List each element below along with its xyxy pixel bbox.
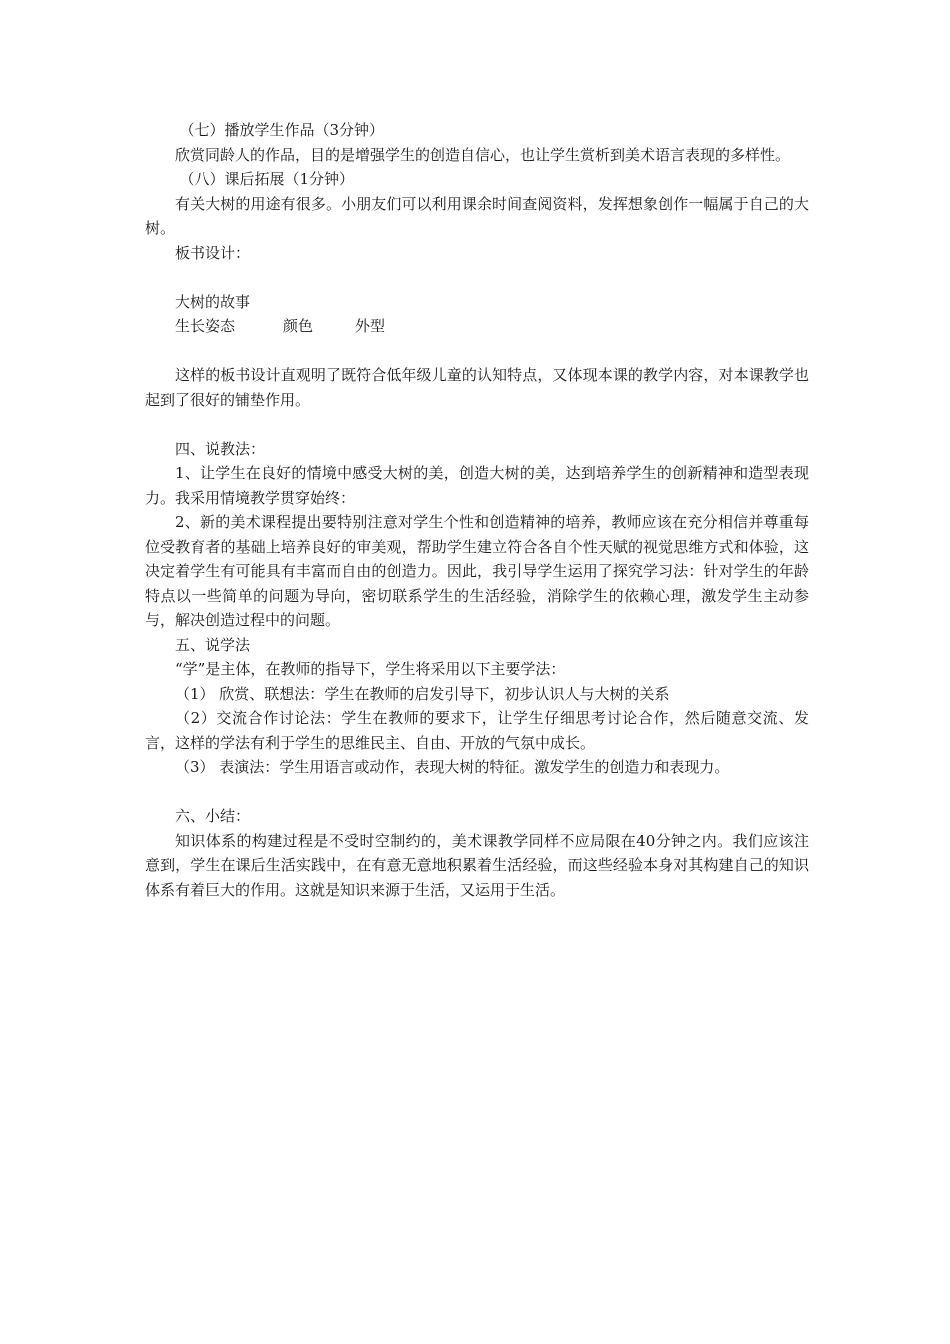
board-label: 板书设计： <box>175 243 251 262</box>
board-item-shape: 外型 <box>355 317 386 335</box>
board-items <box>145 314 809 339</box>
learning-method-item1: （1） 欣赏、联想法：学生在教师的启发引导下，初步认识人与大树的关系 <box>175 684 670 703</box>
section8-heading: （八）课后拓展（1分钟） <box>179 170 355 188</box>
teaching-method-heading: 四、说教法： <box>175 439 266 458</box>
spacer <box>145 412 809 437</box>
board-item-color: 颜色 <box>283 317 314 335</box>
board-comment: 这样的板书设计直观明了既符合低年级儿童的认知特点，又体现本课的教学内容，对本课教学也起到了很好的铺垫作用。 <box>145 366 809 409</box>
document-page <box>145 118 809 902</box>
board-item-posture: 生长姿态 <box>175 317 236 335</box>
section8-text: 有关大树的用途有很多。小朋友们可以利用课余时间查阅资料，发挥想象创作一幅属于自己的大树。 <box>145 194 809 237</box>
spacer <box>145 265 809 290</box>
summary-text: 知识体系的构建过程是不受时空制约的，美术课教学同样不应局限在40分钟之内。我们应该注意到，学生在课后生活实践中，在有意无意地积累着生活经验，而这些经验本身对其构建自己的知识体系有着巨大的作用。这就是知识来源于生活，又运用于生活。 <box>145 831 809 899</box>
section7-text: 欣赏同龄人的作品，目的是增强学生的创造自信心，也让学生赏析到美术语言表现的多样性。 <box>175 145 791 164</box>
spacer <box>145 339 809 364</box>
teaching-method-p2: 2、新的美术课程提出要特别注意对学生个性和创造精神的培养，教师应该在充分相信并尊重每位受教育者的基础上培养良好的审美观，帮助学生建立符合各自个性天赋的视觉思维方式和体验，这决定着学生有可能具有丰富而自由的创造力。因此，我引导学生运用了探究学习法：针对学生的年龄特点以一些简单的问题为导向，密切联系学生的生活经验，消除学生的依赖心理，激发学生主动参与，解决创造过程中的问题。 <box>145 513 809 629</box>
learning-method-intro: “学”是主体，在教师的指导下，学生将采用以下主要学法： <box>175 660 566 678</box>
teaching-method-p1: 1、让学生在良好的情境中感受大树的美，创造大树的美，达到培养学生的创新精神和造型表现力。我采用情境教学贯穿始终： <box>145 464 809 507</box>
learning-method-item3: （3） 表演法：学生用语言或动作，表现大树的特征。激发学生的创造力和表现力。 <box>175 758 730 776</box>
learning-method-item2: （2）交流合作讨论法：学生在教师的要求下，让学生仔细思考讨论合作，然后随意交流、发言，这样的学法有利于学生的思维民主、自由、开放的气氛中成长。 <box>145 709 809 752</box>
board-title: 大树的故事 <box>175 292 251 311</box>
learning-method-heading: 五、说学法 <box>175 635 251 654</box>
summary-heading: 六、小结： <box>175 807 251 825</box>
spacer <box>145 780 809 805</box>
section7-heading: （七）播放学生作品（3分钟） <box>179 121 385 139</box>
